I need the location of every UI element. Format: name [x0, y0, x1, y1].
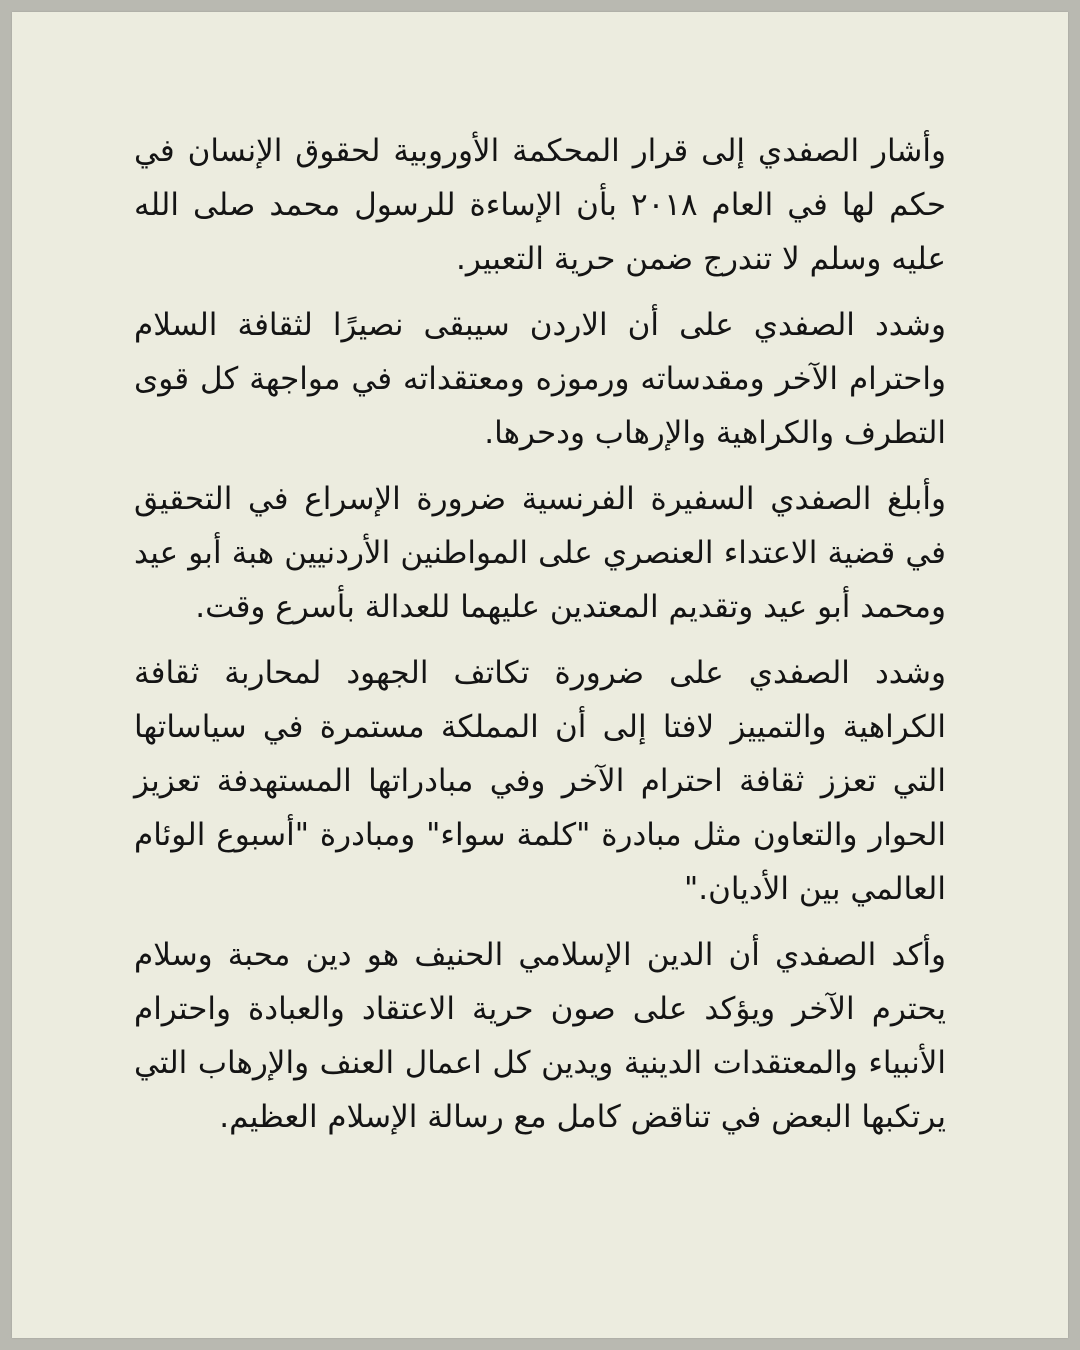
- paragraph-1: وأشار الصفدي إلى قرار المحكمة الأوروبية لحقوق الإنسان في حكم لها في العام ٢٠١٨ بأن الإساءة للرسول محمد صلى الله عليه وسلم لا تندرج ضمن حرية التعبير.: [134, 133, 946, 277]
- paragraph-3: وأبلغ الصفدي السفيرة الفرنسية ضرورة الإسراع في التحقيق في قضية الاعتداء العنصري على المواطنين الأردنيين هبة أبو عيد ومحمد أبو عيد وتقديم المعتدين عليهما للعدالة بأسرع وقت.: [134, 481, 946, 625]
- document-page: [12, 12, 1068, 1338]
- paragraph-4: وشدد الصفدي على ضرورة تكاتف الجهود لمحاربة ثقافة الكراهية والتمييز لافتا إلى أن المملكة مستمرة في سياساتها التي تعزز ثقافة احترام الآخر وفي مبادراتها المستهدفة تعزيز الحوار والتعاون مثل مبادرة "كلمة سواء" ومبادرة "أسبوع الوئام العالمي بين الأديان.": [134, 655, 946, 907]
- paragraph-5: وأكد الصفدي أن الدين الإسلامي الحنيف هو دين محبة وسلام يحترم الآخر ويؤكد على صون حرية الاعتقاد والعبادة واحترام الأنبياء والمعتقدات الدينية ويدين كل اعمال العنف والإرهاب التي يرتكبها البعض في تناقض كامل مع رسالة الإسلام العظيم.: [134, 937, 946, 1135]
- article-body: [134, 124, 946, 1156]
- paragraph-2: وشدد الصفدي على أن الاردن سيبقى نصيرًا لثقافة السلام واحترام الآخر ومقدساته ورموزه ومعتقداته في مواجهة كل قوى التطرف والكراهية والإرهاب ودحرها.: [134, 307, 946, 451]
